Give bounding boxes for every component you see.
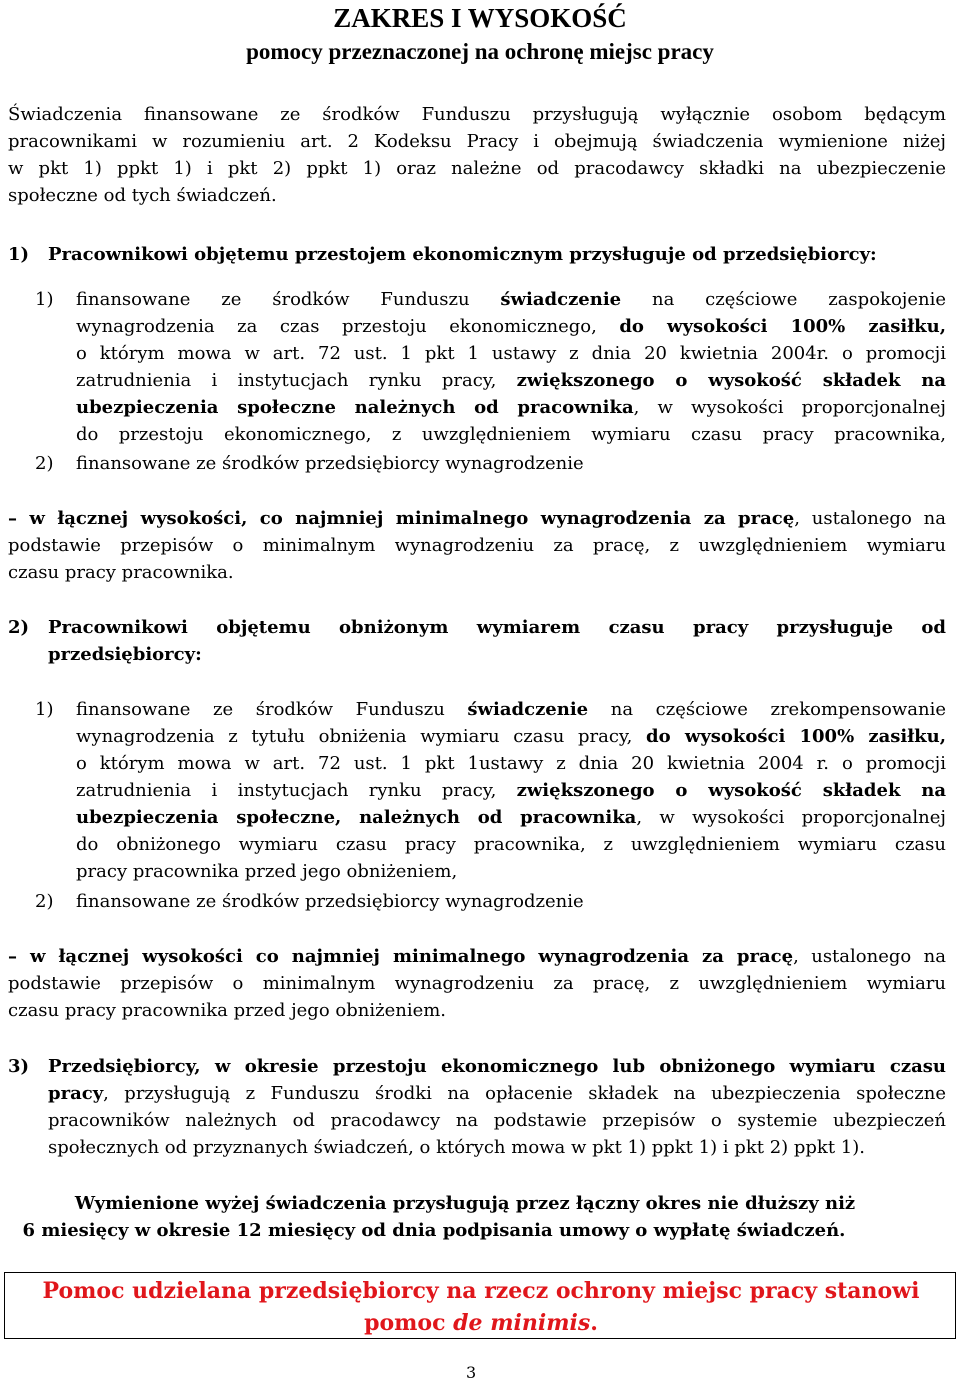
section-1-heading [8,241,946,268]
section-1-summary: – w łącznej wysokości, co najmniej minimalnego wynagrodzenia za pracę, ustalonego na podstawie przepisów o minimalnym wynagrodzeniu za pracę, z uwzględnieniem wymiaru czasu pracy pracownika. [8,508,946,583]
item-number: 2) [35,453,54,474]
page-number: 3 [466,1363,477,1382]
item-number: 2) [35,891,54,912]
de-minimis-line-1: Pomoc udzielana przedsiębiorcy na rzecz ochrony miejsc pracy stanowi [42,1278,920,1304]
section-2-heading: 2) Pracownikowi objętemu obniżonym wymiarem czasu pracy przysługuje od przedsiębiorcy: [8,614,946,668]
section-2-item-1: 1) finansowane ze środków Funduszu świadczenie na częściowe zrekompensowanie wynagrodzenia z tytułu obniżenia wymiaru czasu pracy, do wysokości 100% zasiłku, o którym mowa w art. 72 ust. 1 pkt 1ustawy z dnia 20 kwietnia 2004 r. o promocji zatrudnienia i instytucjach rynku pracy, zwiększonego o wysokość składek na ubezpieczenia społeczne, należnych od pracownika, w wysokości proporcjonalnej do obniżonego wymiaru czasu pracy pracownika, z uwzględnieniem wymiaru czasu pracy pracownika przed jego obniżeniem, [76,696,946,885]
section-heading-text: Pracownikowi objętemu przestojem ekonomicznym przysługuje od przedsiębiorcy: [48,244,877,265]
section-3-paragraph: 3) Przedsiębiorcy, w okresie przestoju ekonomicznego lub obniżonego wymiaru czasu pracy, przysługują z Funduszu środki na opłacenie składek na ubezpieczenia społeczne pracowników należnych od pracodawcy na podstawie przepisów o systemie ubezpieczeń społecznych od przyznanych świadczeń, o których mowa w pkt 1) ppkt 1) i pkt 2) ppkt 1). [8,1053,946,1161]
section-number: 2) [8,617,30,638]
section-2-summary: – w łącznej wysokości co najmniej minimalnego wynagrodzenia za pracę, ustalonego na podstawie przepisów o minimalnym wynagrodzeniu za pracę, z uwzględnieniem wymiaru czasu pracy pracownika przed jego obniżeniem. [8,946,946,1021]
intro-line: społeczne od tych świadczeń. [8,185,277,206]
de-minimis-line-2: pomoc de minimis. [364,1310,598,1336]
intro-line: pracownikami w rozumieniu art. 2 Kodeksu Pracy i obejmują świadczenia wymienione niżej [8,131,946,152]
document-title: ZAKRES I WYSOKOŚĆ [333,3,627,33]
section-1-item-1: 1) finansowane ze środków Funduszu świadczenie na częściowe zaspokojenie wynagrodzenia za czas przestoju ekonomicznego, do wysokości 100% zasiłku, o którym mowa w art. 72 ust. 1 pkt 1 ustawy z dnia 20 kwietnia 2004r. o promocji zatrudnienia i instytucjach rynku pracy, zwiększonego o wysokość składek na ubezpieczenia społeczne należnych od pracownika, w wysokości proporcjonalnej do przestoju ekonomicznego, z uwzględnieniem wymiaru czasu pracy pracownika, [76,286,946,448]
section-number: 3) [8,1056,30,1077]
intro-paragraph [8,101,946,209]
de-minimis-box [4,1272,956,1339]
section-number: 1) [8,244,30,265]
duration-note: Wymienione wyżej świadczenia przysługują przez łączny okres nie dłuższy niż 6 miesięcy w okresie 12 miesięcy od dnia podpisania umowy o wypłatę świadczeń. [22,1193,856,1241]
document-subtitle: pomocy przeznaczonej na ochronę miejsc pracy [246,39,714,64]
intro-line: Świadczenia finansowane ze środków Funduszu przysługują wyłącznie osobom będącym [8,104,946,125]
item-number: 1) [35,289,54,310]
section-2-item-2: 2) finansowane ze środków przedsiębiorcy wynagrodzenie [76,888,946,915]
section-1-item-2: 2) finansowane ze środków przedsiębiorcy wynagrodzenie [76,450,946,477]
item-number: 1) [35,699,54,720]
intro-line: w pkt 1) ppkt 1) i pkt 2) ppkt 1) oraz należne od pracodawcy składki na ubezpieczenie [8,158,946,179]
